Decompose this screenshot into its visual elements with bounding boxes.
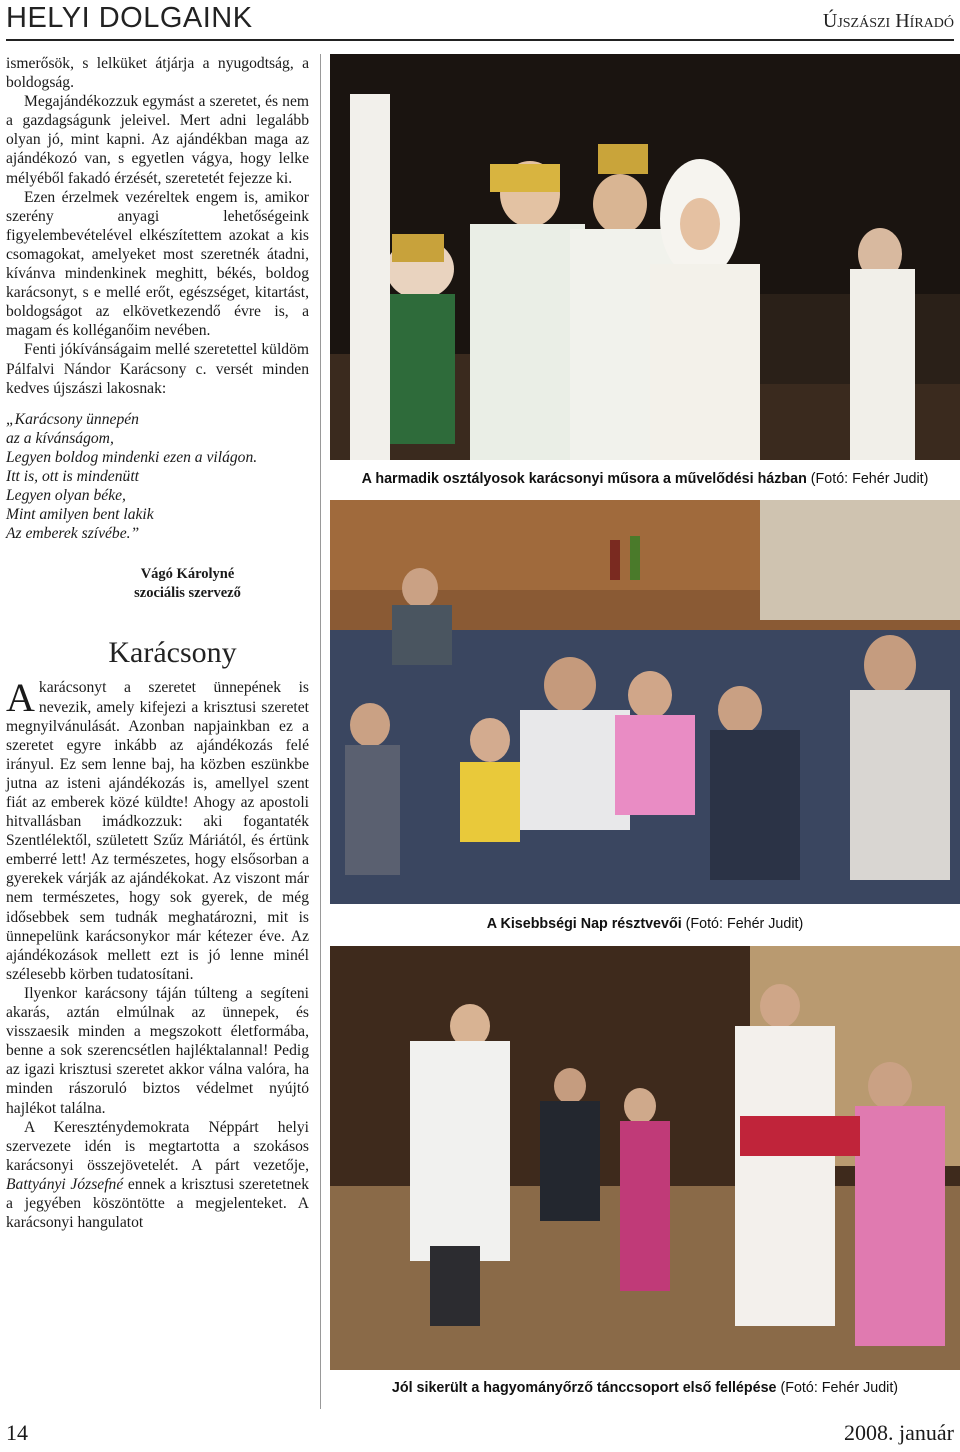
caption-minority-day (330, 916, 960, 932)
article-paragraph-text: ennek a krisztusi szeretetnek a jegyében köszöntötte a megjelenteket. A karácsonyi hangulatot (6, 1175, 310, 1232)
poem-line: Legyen olyan béke, (6, 487, 126, 505)
caption-credit: (Fotó: Fehér Judit) (681, 916, 804, 932)
poem-line: „Karácsony ünnepén (6, 410, 139, 428)
dance-photo-image (330, 946, 960, 1370)
article-title: Karácsony (108, 636, 237, 670)
article-paragraph-text: A Kereszténydemokrata Néppárt helyi szervezete idén is megtartotta a szokásos karácsonyi összejövetelét. A párt vezetője, (6, 1118, 309, 1174)
page-number: 14 (6, 1420, 28, 1445)
letter-paragraph: ismerősök, s lelküket átjárja a nyugodtság, a boldogság. (6, 55, 309, 92)
section-title: HELYI DOLGAINK (6, 2, 253, 34)
photo-nativity-play (330, 54, 960, 460)
article-paragraph (6, 675, 309, 984)
photo-dance-group (330, 946, 960, 1370)
publication-name: Újszászi Híradó (822, 10, 954, 32)
nativity-photo-image (330, 54, 960, 460)
poem (6, 410, 309, 544)
article-paragraph-text: karácsonyt a szeretet ünnepének is nevezik, amely kifejezi a krisztusi szeretet megnyilvánulását. Azonban napjainkban ez a szeretet egyre inkább az ajándékozás felé irányul. Ez sem lenne baj, ha közben eszünkbe jutna az isteni ajándékozás is, amellyel szent fiát az emberek közé küldte! Ahogy az apostoli hitvallásban imádkozzuk: aki fogantaték Szentlélektől, született Szűz Máriától, és értünk emberré lett! Az természetes, hogy elsősorban a gyerekek várják az ajándékokat. Az viszont már nem természetes, hogy sok gyerek, de még idősebbek sem tudnák meghatározni, mit is ünnepelünk karácsonykor már kétezer éve. Az ajándékozások mellett ezt is jó lenne minél szélesebb körben tudatosítani. (6, 679, 309, 983)
letter-signature (6, 565, 309, 603)
caption-dance-group (330, 1380, 960, 1396)
poem-line: Legyen boldog mindenki ezen a világon. (6, 448, 258, 466)
signature-role: szociális szervező (134, 585, 241, 602)
article-paragraph: Ilyenkor karácsony táján túlteng a segíteni akarás, aztán elmúlnak az ünnepek, és visszaesik minden a megszokott életformába, benne a sok szerencsétlen hajléktalannal! Pedig az igazi krisztusi szeretet akkor válna valóra, ha minden rászoruló biztos védelmet nyújtó hajlékot találna. (6, 984, 309, 1117)
issue-date: 2008. január (844, 1420, 954, 1445)
minority-day-photo-image (330, 500, 960, 904)
signature-name: Vágó Károlyné (140, 566, 235, 583)
letter-paragraph: Ezen érzelmek vezéreltek engem is, amikor szerény anyagi lehetőségeink figyelembevételével elkészítettem azokat a kis csomagokat, amelyeket most szeretnék átadni, kívánva mindenkinek meghitt, békés, boldog karácsonyt, s e mellé erőt, egészséget, kitartást, boldogságot az elkövetkezendő évre is, a magam és kolléganőim nevében. (6, 188, 309, 340)
letter-paragraph: Fenti jókívánságaim mellé szeretettel küldöm Pálfalvi Nándor Karácsony c. versét minden kedves újszászi lakosnak: (6, 341, 309, 397)
caption-credit: (Fotó: Fehér Judit) (806, 471, 929, 487)
caption-title: A Kisebbségi Nap résztvevői (486, 916, 682, 932)
article-paragraph (6, 1118, 309, 1233)
page-header (0, 0, 960, 46)
text-column (6, 54, 309, 1232)
caption-credit: (Fotó: Fehér Judit) (776, 1380, 899, 1396)
caption-title: A harmadik osztályosok karácsonyi műsora a művelődési házban (361, 471, 807, 487)
poem-line: az a kívánságom, (6, 429, 114, 447)
letter-paragraph: Megajándékozzuk egymást a szeretet, és nem a gazdagságunk jeleivel. Mert adni legalább olyan jó, mint kapni. Az ajándékban maga az ajándékozó van, s egyetlen vágya, hogy lelke mélyéből fakadó érzését, szeretetét fejezze ki. (6, 93, 309, 187)
column-divider (320, 54, 321, 1409)
poem-line: Itt is, ott is mindenütt (6, 467, 139, 485)
photo-minority-day (330, 500, 960, 904)
person-name: Battyányi Józsefné (6, 1175, 124, 1193)
caption-nativity (330, 471, 960, 487)
caption-title: Jól sikerült a hagyományőrző tánccsoport első fellépése (391, 1380, 777, 1396)
header-rule (6, 39, 954, 41)
poem-line: Az emberek szívébe.” (6, 525, 140, 543)
poem-line: Mint amilyen bent lakik (6, 506, 154, 524)
drop-cap: A (6, 675, 35, 721)
